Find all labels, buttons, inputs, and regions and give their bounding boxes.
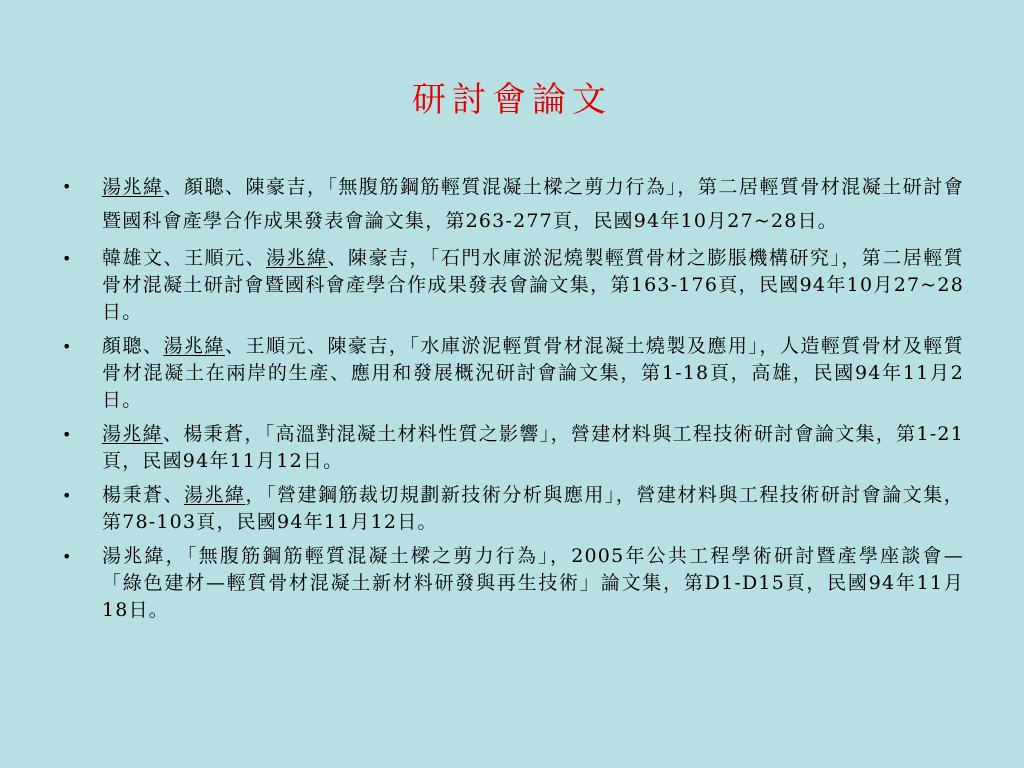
bullet: • (62, 486, 73, 505)
reference-list (62, 170, 964, 631)
author-prefix: 顏聰、 (102, 335, 164, 357)
reference-item (62, 421, 964, 475)
highlighted-author: 湯兆緯 (183, 484, 246, 506)
highlighted-author: 湯兆緯 (265, 247, 328, 269)
reference-text: 湯兆緯，「無腹筋鋼筋輕質混凝土樑之剪力行為」，2005年公共工程學術研討暨產學座談會—「綠色建材—輕質骨材混凝土新材料研發與再生技術」論文集，第D1-D15頁，民國94年11月18日。 (102, 545, 964, 621)
author-prefix: 韓雄文、王順元、 (102, 247, 266, 269)
reference-item (62, 543, 964, 624)
reference-text: 、陳豪吉，「石門水庫淤泥燒製輕質骨材之膨脹機構研究」，第二居輕質骨材混凝土研討會暨國科會產學合作成果發表會論文集，第163-176頁，民國94年10月27~28日。 (102, 247, 964, 323)
bullet: • (62, 177, 73, 196)
reference-item (62, 245, 964, 326)
bullet: • (62, 425, 73, 444)
highlighted-author: 湯兆緯 (102, 176, 164, 198)
bullet: • (62, 249, 73, 268)
reference-item (62, 333, 964, 414)
highlighted-author: 湯兆緯 (163, 335, 225, 357)
highlighted-author: 湯兆緯 (102, 423, 163, 445)
reference-text: 、楊秉蒼，「高溫對混凝土材料性質之影響」，營建材料與工程技術研討會論文集，第1-21頁，民國94年11月12日。 (102, 423, 964, 472)
reference-text: 、王順元、陳豪吉，「水庫淤泥輕質骨材混凝土燒製及應用」，人造輕質骨材及輕質骨材混凝土在兩岸的生產、應用和發展概況研討會論文集，第1-18頁，高雄，民國94年11月2日。 (102, 335, 964, 411)
slide-title: 研討會論文 (412, 80, 612, 120)
reference-text: 、顏聰、陳豪吉，「無腹筋鋼筋輕質混凝土樑之剪力行為」，第二居輕質骨材混凝土研討會暨國科會產學合作成果發表會論文集，第263-277頁，民國94年10月27~28日。 (102, 176, 964, 232)
bullet: • (62, 337, 73, 356)
reference-item (62, 170, 964, 238)
bullet: • (62, 547, 73, 566)
reference-text: ，「營建鋼筋裁切規劃新技術分析與應用」，營建材料與工程技術研討會論文集，第78-103頁，民國94年11月12日。 (102, 484, 964, 533)
author-prefix: 楊秉蒼、 (102, 484, 184, 506)
reference-item (62, 482, 964, 536)
